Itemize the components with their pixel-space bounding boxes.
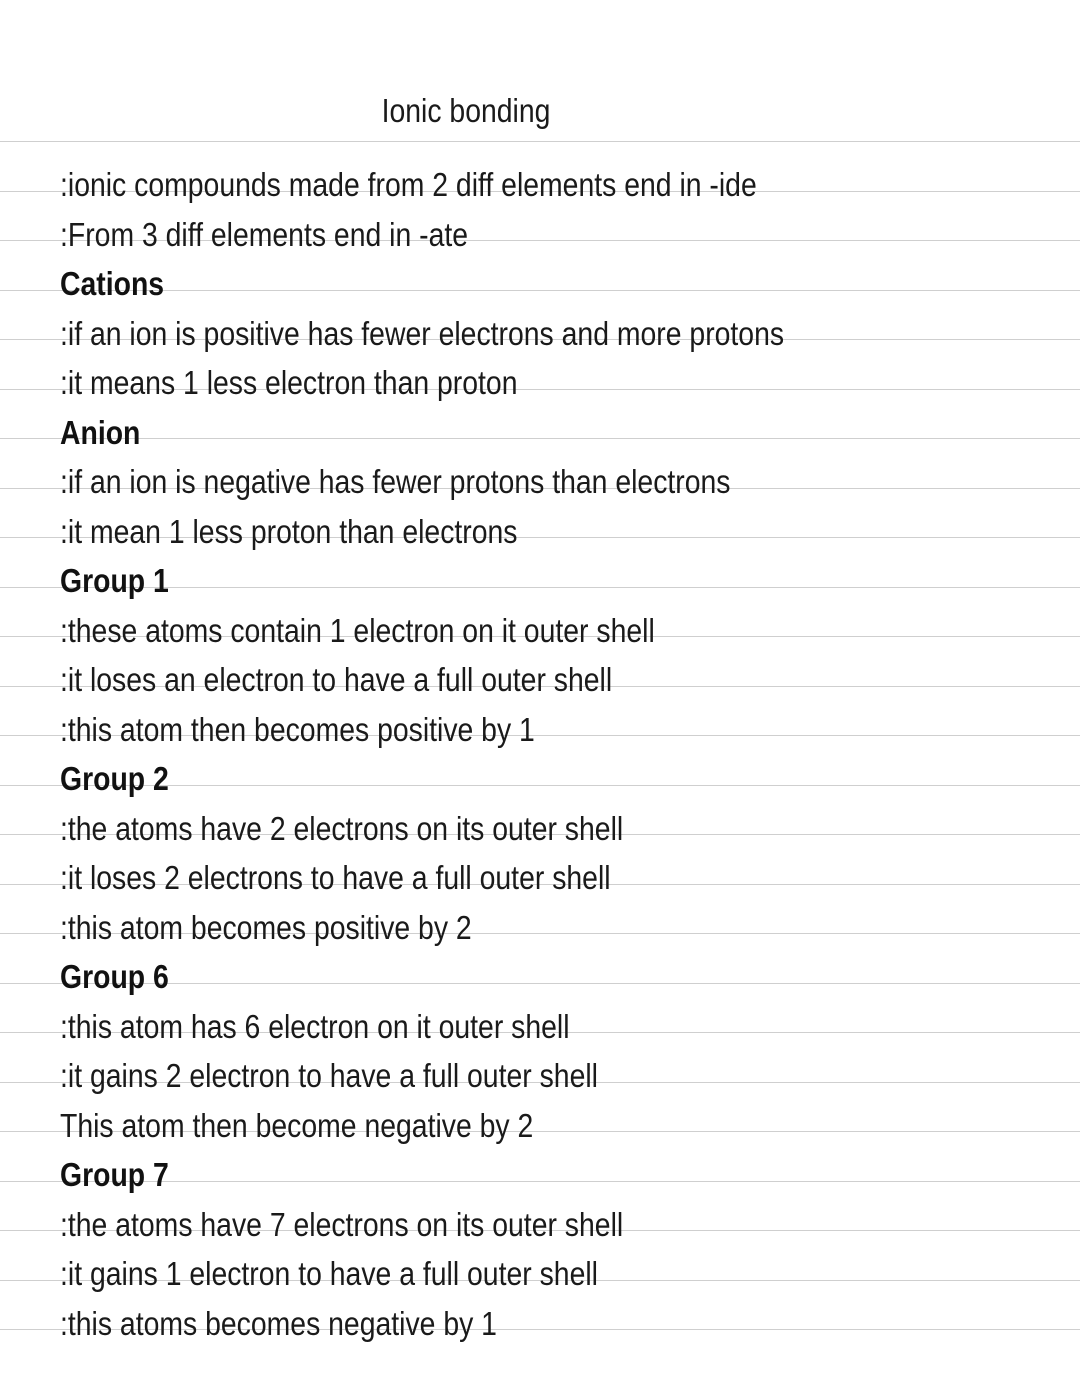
note-line: :this atom becomes positive by 2	[60, 908, 472, 946]
note-line: :ionic compounds made from 2 diff elements end in -ide	[60, 166, 757, 203]
note-line: :it mean 1 less proton than electrons	[60, 512, 518, 550]
note-line: :it loses an electron to have a full outer shell	[60, 661, 613, 698]
note-line: :this atom has 6 electron on it outer shell	[60, 1007, 570, 1045]
note-line: :this atom then becomes positive by 1	[60, 710, 535, 748]
note-line: :it loses 2 electrons to have a full outer shell	[60, 859, 611, 896]
note-line: This atom then become negative by 2	[60, 1106, 534, 1144]
note-line: :it gains 2 electron to have a full outer shell	[60, 1057, 598, 1094]
section-heading: Group 7	[60, 1156, 169, 1193]
note-line: :if an ion is positive has fewer electrons and more protons	[60, 314, 785, 352]
section-heading: Cations	[60, 265, 165, 302]
section-heading: Anion	[60, 413, 141, 451]
section-heading: Group 2	[60, 760, 169, 797]
note-line: :it means 1 less electron than proton	[60, 364, 518, 401]
note-line: :the atoms have 2 electrons on its outer shell	[60, 809, 624, 847]
page-title: Ionic bonding	[381, 92, 551, 129]
section-heading: Group 1	[60, 562, 169, 599]
ruled-line	[0, 141, 1080, 142]
section-heading: Group 6	[60, 958, 169, 995]
note-line: :this atoms becomes negative by 1	[60, 1304, 497, 1342]
note-line: :if an ion is negative has fewer protons than electrons	[60, 463, 731, 500]
note-line: :these atoms contain 1 electron on it outer shell	[60, 611, 655, 649]
note-line: :the atoms have 7 electrons on its outer shell	[60, 1205, 624, 1243]
note-line: :it gains 1 electron to have a full outer shell	[60, 1255, 598, 1292]
ruled-line	[0, 438, 1080, 439]
note-line: :From 3 diff elements end in -ate	[60, 215, 469, 253]
